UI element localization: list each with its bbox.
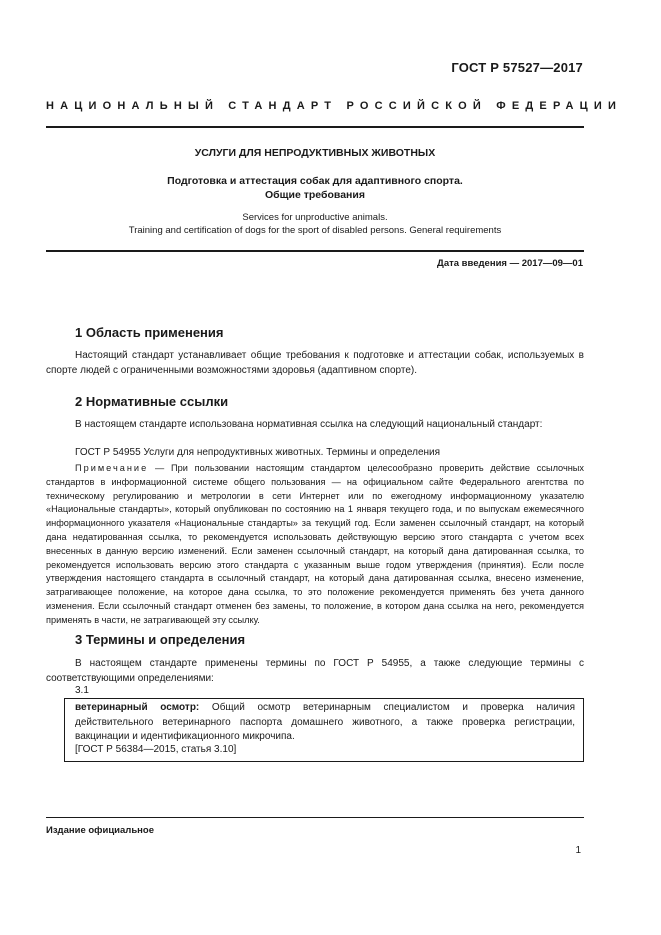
section-3-text: В настоящем стандарте применены термины по ГОСТ Р 54955, а также следующие термины с соответствующими определениями: bbox=[46, 658, 584, 684]
standard-title: УСЛУГИ ДЛЯ НЕПРОДУКТИВНЫХ ЖИВОТНЫХ bbox=[194, 147, 436, 159]
section-2-heading: 2 Нормативные ссылки bbox=[75, 394, 229, 409]
term-definition bbox=[75, 701, 575, 745]
national-standard-banner: НАЦИОНАЛЬНЫЙ СТАНДАРТ РОССИЙСКОЙ ФЕДЕРАЦИИ bbox=[46, 100, 623, 112]
term-source: [ГОСТ Р 56384—2015, статья 3.10] bbox=[75, 744, 237, 755]
introduction-date: Дата введения — 2017—09—01 bbox=[437, 258, 583, 269]
section-1-heading: 1 Область применения bbox=[75, 325, 224, 340]
top-divider bbox=[46, 126, 584, 128]
section-1-text: Настоящий стандарт устанавливает общие требования к подготовке и аттестации собак, используемых в спорте людей с ограниченными возможностями здоровья (адаптивном спорте). bbox=[46, 350, 584, 376]
subtitle-line-2: Общие требования bbox=[265, 189, 365, 201]
note-paragraph bbox=[46, 462, 584, 628]
english-title-line-1: Services for unproductive animals. bbox=[242, 212, 388, 223]
title-divider bbox=[46, 250, 584, 252]
document-number: ГОСТ Р 57527—2017 bbox=[451, 60, 583, 75]
english-title-line-2: Training and certification of dogs for the sport of disabled persons. General requirements bbox=[128, 225, 502, 236]
note-label: Примечание bbox=[75, 463, 149, 473]
page-number: 1 bbox=[575, 845, 581, 856]
term-definition-text: Общий осмотр ветеринарным специалистом и проверка наличия действительного ветеринарного паспорта домашнего животного, а также проверка регистрации, вакцинации и идентификационного микрочипа. bbox=[75, 702, 576, 742]
section-2-text: В настоящем стандарте использована нормативная ссылка на следующий национальный стандарт: bbox=[75, 419, 543, 430]
term-name: ветеринарный осмотр: bbox=[75, 702, 200, 713]
subtitle-line-1: Подготовка и аттестация собак для адаптивного спорта. bbox=[167, 175, 463, 187]
note-text: — При пользовании настоящим стандартом целесообразно проверить действие ссылочных стандартов в информационной системе общего пользования — на официальном сайте Федерального агентства по техническому регулированию и метрологии в сети Интернет или по ежегодному информационному указателю «Национальные стандарты», который опубликован по состоянию на 1 января текущего года, и по выпускам ежемесячного информационного указателя «Национальные стандарты» за текущий год. Если заменен ссылочный стандарт, на который дана недатированная ссылка, то рекомендуется использовать действующую версию этого стандарта с учетом всех внесенных в данную версию изменений. Если заменен ссылочный стандарт, на который дана датированная ссылка, то рекомендуется использовать версию этого стандарта с указанным выше годом утверждения (принятия). Если после утверждения настоящего стандарта в ссылочный стандарт, на который дана датированная ссылка, внесено изменение, затрагивающее положение, на которое дана ссылка, то это положение рекомендуется применять без учета данного изменения. Если ссылочный стандарт отменен без замены, то положение, в котором дана ссылка на него, рекомендуется применять в части, не затрагивающей эту ссылку. bbox=[46, 463, 584, 625]
normative-reference: ГОСТ Р 54955 Услуги для непродуктивных животных. Термины и определения bbox=[75, 447, 441, 458]
official-edition-label: Издание официальное bbox=[46, 825, 154, 836]
section-3-heading: 3 Термины и определения bbox=[75, 632, 246, 647]
english-title bbox=[46, 211, 584, 237]
term-number: 3.1 bbox=[75, 685, 89, 696]
standard-subtitle bbox=[46, 174, 584, 202]
footer-divider bbox=[46, 817, 584, 818]
